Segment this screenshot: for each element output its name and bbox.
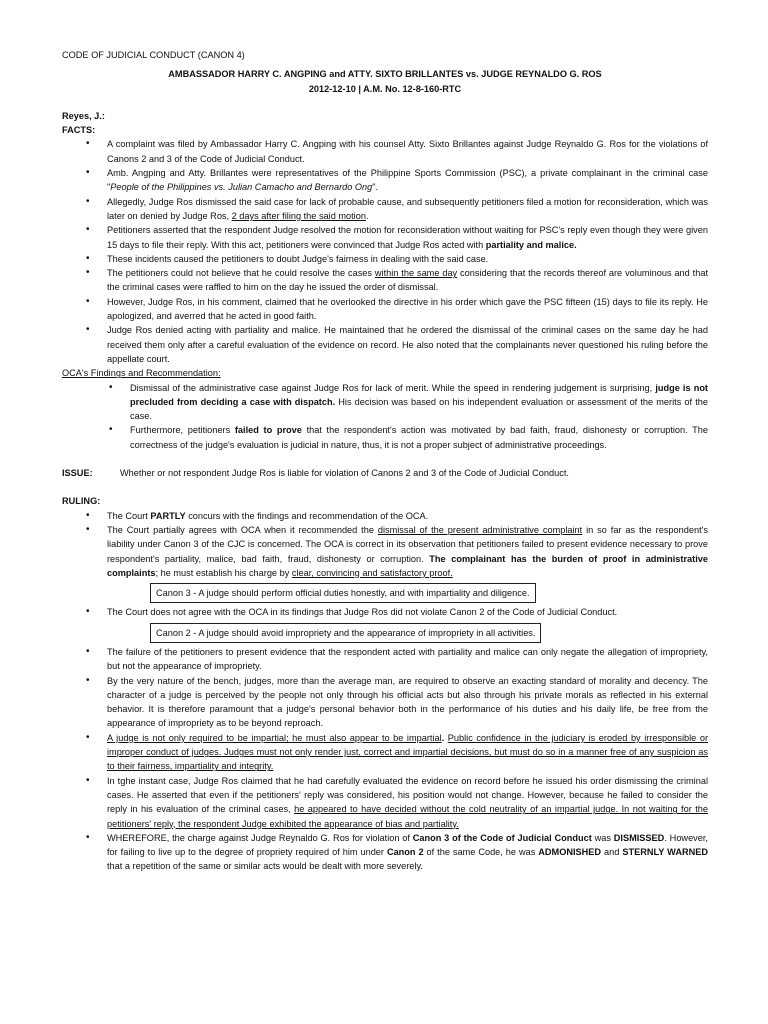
ponente: Reyes, J.: bbox=[62, 110, 105, 121]
case-digest bbox=[62, 48, 708, 874]
ruling-item: • The failure of the petitioners to present evidence that the respondent acted with partiality and malice can only negate the allegation of impropriety, but not the appearance of impropriety. bbox=[107, 645, 708, 674]
oca-finding-item: • Furthermore, petitioners failed to prove that the respondent's action was motivated by bad faith, fraud, dishonesty or corruption. The correctness of the judge's evaluation is judicial in nature, thus, it is not a proper subject of administrative proceedings. bbox=[130, 423, 708, 452]
facts-item: • Allegedly, Judge Ros dismissed the said case for lack of probable cause, and subsequently petitioners filed a motion for reconsideration, which was later on denied by Judge Ros, 2 days after filing the said motion. bbox=[107, 195, 708, 224]
facts-item: • A complaint was filed by Ambassador Harry C. Angping with his counsel Atty. Sixto Brillantes against Judge Reynaldo G. Ros for the violations of Canons 2 and 3 of the Code of Judicial Conduct. bbox=[107, 137, 708, 166]
ruling-item: • The Court does not agree with the OCA in its findings that Judge Ros did not violate Canon 2 of the Code of Judicial Conduct. bbox=[107, 605, 708, 619]
ruling-item: • A judge is not only required to be impartial; he must also appear to be impartial. Public confidence in the judiciary is eroded by irresponsible or improper conduct of judges. Judges must not only render just, correct and impartial decisions, but must do so in a manner free of any suspicion as to their fairness, impartiality and integrity. bbox=[107, 731, 708, 774]
case-reference: 2012-12-10 | A.M. No. 12-8-160-RTC bbox=[308, 83, 462, 94]
canon-3-callout: Canon 3 - A judge should perform official duties honestly, and with impartiality and diligence. bbox=[150, 583, 536, 603]
facts-item: • However, Judge Ros, in his comment, claimed that he overlooked the directive in his order which gave the PSC fifteen (15) days to file its reply. He apologized, and averred that he acted in good faith. bbox=[107, 295, 708, 324]
document-category: CODE OF JUDICIAL CONDUCT (CANON 4) bbox=[62, 50, 245, 60]
ruling-item: • WHEREFORE, the charge against Judge Reynaldo G. Ros for violation of Canon 3 of the Code of Judicial Conduct was DISMISSED. However, for failing to live up to the degree of propriety required of him under Canon 2 of the same Code, he was ADMONISHED and STERNLY WARNED that a repetition of the same or similar acts would be dealt with more severely. bbox=[107, 831, 708, 874]
facts-item: • Amb. Angping and Atty. Brillantes were representatives of the Philippine Sports Commission (PSC), a private complainant in the criminal case "People of the Philippines vs. Julian Camacho and Bernardo Ong". bbox=[107, 166, 708, 195]
ruling-list-continued bbox=[62, 645, 708, 874]
case-title: AMBASSADOR HARRY C. ANGPING and ATTY. SIXTO BRILLANTES vs. JUDGE REYNALDO G. ROS bbox=[168, 69, 602, 80]
ruling-item: • The Court partially agrees with OCA when it recommended the dismissal of the present administrative complaint in so far as the respondent's liability under Canon 3 of the CJC is concerned. The OCA is correct in its observation that petitioners failed to present evidence necessary to prove respondent's partiality, malice, bad faith, fraud, dishonesty or corruption. The complainant has the burden of proof in administrative complaints; he must establish his charge by clear, convincing and satisfactory proof. bbox=[107, 523, 708, 580]
facts-item: • Petitioners asserted that the respondent Judge resolved the motion for reconsideration without waiting for PSC's reply even though they were given 15 days to file their reply. With this act, petitioners were convinced that Judge Ros acted with partiality and malice. bbox=[107, 223, 708, 252]
issue-section bbox=[62, 466, 708, 480]
oca-findings-heading: OCA's Findings and Recommendation: bbox=[62, 368, 221, 379]
facts-heading: FACTS: bbox=[62, 125, 96, 136]
issue-text: Whether or not respondent Judge Ros is liable for violation of Canons 2 and 3 of the Code of Judicial Conduct. bbox=[120, 468, 569, 479]
ruling-list bbox=[62, 509, 708, 580]
ruling-list-continued bbox=[62, 605, 708, 619]
facts-item: • These incidents caused the petitioners to doubt Judge's fairness in dealing with the said case. bbox=[107, 252, 708, 266]
facts-item: • Judge Ros denied acting with partiality and malice. He maintained that he ordered the dismissal of the criminal cases on the same day he had received them only after a careful evaluation of the evidence on record. He also noted that the complainants never questioned his ruling before the appellate court. bbox=[107, 323, 708, 366]
oca-finding-item: • Dismissal of the administrative case against Judge Ros for lack of merit. While the speed in rendering judgement is surprising, judge is not precluded from deciding a case with dispatch. His decision was based on his independent evaluation or assessment of the merits of the case. bbox=[130, 381, 708, 424]
oca-findings-list bbox=[62, 381, 708, 452]
ruling-heading: RULING: bbox=[62, 496, 101, 507]
facts-item: • The petitioners could not believe that he could resolve the cases within the same day considering that the records thereof are voluminous and that the criminal cases were raffled to him on the day he issued the order of dismissal. bbox=[107, 266, 708, 295]
canon-2-callout: Canon 2 - A judge should avoid impropriety and the appearance of impropriety in all activities. bbox=[150, 623, 541, 643]
ruling-item: • By the very nature of the bench, judges, more than the average man, are required to observe an exacting standard of morality and decency. The character of a judge is perceived by the people not only through his official acts but also through his private morals as reflected in his external behavior. It is therefore paramount that a judge's personal behavior both in the performance of his duties and his daily life, be free from the appearance of impropriety as to be beyond reproach. bbox=[107, 674, 708, 731]
issue-heading: ISSUE: bbox=[62, 468, 93, 479]
ruling-item: • In tghe instant case, Judge Ros claimed that he had carefully evaluated the evidence on record before he issued his order dismissing the criminal cases. He asserted that even if the petitioners' reply was considered, his position would not change. However, because he failed to consider the reply in his evaluation of the criminal cases, he appeared to have decided without the cold neutrality of an impartial judge. In not waiting for the petitioners' reply, the respondent Judge exhibited the appearance of bias and partiality. bbox=[107, 774, 708, 831]
facts-list bbox=[62, 137, 708, 366]
ruling-item: • The Court PARTLY concurs with the findings and recommendation of the OCA. bbox=[107, 509, 708, 523]
